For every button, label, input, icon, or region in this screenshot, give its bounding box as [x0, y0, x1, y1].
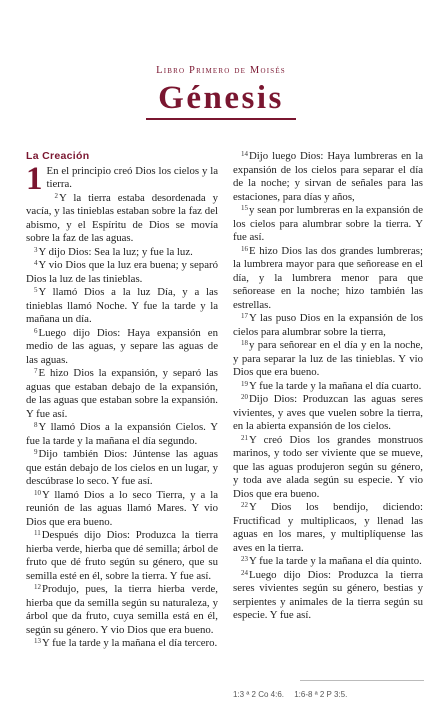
verse-text: Produjo, pues, la tierra hierba verde, hierba que da semilla según su naturaleza, y árbol que da fruto, cuya semilla está en él, según su género. Y vio Dios que era bueno. — [26, 583, 218, 636]
verse-6 — [26, 327, 218, 368]
verse-number: 8 — [34, 421, 38, 429]
verse-1 — [26, 160, 218, 197]
footnote: 1:3 ª 2 Co 4:6. — [233, 690, 284, 699]
verse-number: 18 — [241, 339, 248, 347]
verse-text: Y creó Dios los grandes monstruos marinos, y todo ser viviente que se mueve, que las aguas produjeron según su género, y toda ave alada según su especie. Y vio Dios que era bueno. — [233, 433, 423, 500]
right-verses — [233, 150, 423, 623]
verse-text: Y Dios los bendijo, diciendo: Fructificad y multiplicaos, y llenad las aguas en los mares, y multiplíquense las aves en la tierra. — [233, 501, 423, 554]
footnote: 1:6-8 ª 2 P 3:5. — [294, 690, 348, 699]
verse-text: Y la tierra estaba desordenada y vacía, y las tinieblas estaban sobre la faz del abismo, y el Espíritu de Dios se movía sobre la faz de las aguas. — [26, 191, 218, 244]
verse-13 — [26, 637, 218, 651]
verse-text: En el principio creó Dios los cielos y la tierra. — [46, 164, 218, 190]
verse-text: y para señorear en el día y en la noche, y para separar la luz de las tinieblas. Y vio Dios que era bueno. — [233, 339, 423, 378]
verse-text: Y fue la tarde y la mañana el día cuarto. — [249, 379, 422, 392]
verse-text: Y llamó Dios a lo seco Tierra, y a la reunión de las aguas llamó Mares. Y vio Dios que era bueno. — [26, 488, 218, 528]
book-label: Libro Primero de Moisés — [156, 65, 286, 76]
verse-10 — [26, 489, 218, 530]
verse-text: Y fue la tarde y la mañana el día quinto. — [249, 555, 422, 567]
verse-8 — [26, 421, 218, 448]
verse-text: Y las puso Dios en la expansión de los cielos para alumbrar sobre la tierra, — [233, 312, 423, 338]
verse-text: Y vio Dios que la luz era buena; y separó Dios la luz de las tinieblas. — [26, 259, 218, 285]
verse-number: 21 — [241, 433, 248, 442]
verse-5 — [26, 286, 218, 327]
verse-number: 17 — [241, 312, 248, 320]
verse-text: Y llamó Dios a la luz Día, y a las tinieblas llamó Noche. Y fue la tarde y la mañana un día. — [26, 286, 218, 325]
verse-number: 2 — [54, 191, 58, 200]
verse-text: Dijo luego Dios: Haya lumbreras en la expansión de los cielos para separar el día de la noche; y sirvan de señales para las estaciones, para días y años, — [233, 150, 423, 203]
verse-number: 10 — [34, 488, 41, 497]
verse-number: 23 — [241, 555, 248, 563]
verse-24 — [233, 569, 423, 623]
footnote-rule — [300, 680, 424, 681]
verse-number: 4 — [34, 259, 38, 267]
verse-17 — [233, 312, 423, 339]
verse-text: Dijo Dios: Produzcan las aguas seres vivientes, y aves que vuelen sobre la tierra, en la abierta expansión de los cielos. — [233, 393, 423, 432]
verse-number: 24 — [241, 568, 248, 577]
verse-23 — [233, 555, 423, 569]
verse-number: 12 — [34, 583, 41, 591]
verse-text: Y llamó Dios a la expansión Cielos. Y fue la tarde y la mañana el día segundo. — [26, 421, 218, 447]
verse-number: 13 — [34, 637, 41, 645]
verse-number: 3 — [34, 245, 38, 254]
verse-number: 6 — [34, 326, 38, 335]
verse-number: 11 — [34, 529, 41, 537]
verse-9 — [26, 448, 218, 489]
verse-22 — [233, 501, 423, 555]
verse-number: 19 — [241, 379, 248, 388]
verse-text: E hizo Dios las dos grandes lumbreras; la lumbrera mayor para que señorease en el día, y la lumbrera menor para que señorease en la noche; hizo también las estrellas. — [233, 244, 423, 311]
chapter-dropcap: 1 — [26, 160, 43, 197]
verse-number: 20 — [241, 393, 248, 401]
verse-number: 5 — [34, 286, 38, 294]
verse-20 — [233, 393, 423, 434]
title-rule — [146, 118, 296, 120]
verse-text: Luego dijo Dios: Produzca la tierra seres vivientes según su género, bestias y serpientes y animales de la tierra según su especie. Y fue así. — [233, 568, 423, 621]
verse-3 — [26, 246, 218, 260]
left-verses — [26, 160, 218, 651]
left-column — [26, 150, 218, 651]
verse-number: 9 — [34, 448, 38, 456]
verse-11 — [26, 529, 218, 583]
verse-text: Después dijo Dios: Produzca la tierra hierba verde, hierba que dé semilla; árbol de fruto que dé fruto según su género, que su semilla esté en él, sobre la tierra. Y fue así. — [26, 529, 218, 582]
verse-number: 14 — [241, 150, 248, 158]
verse-text: Luego dijo Dios: Haya expansión en medio de las aguas, y separe las aguas de las aguas. — [26, 326, 218, 366]
verse-21 — [233, 434, 423, 502]
verse-text: Y fue la tarde y la mañana el día tercero. — [42, 637, 218, 649]
verse-text: Y dijo Dios: Sea la luz; y fue la luz. — [38, 245, 193, 258]
verse-number: 7 — [34, 367, 38, 375]
verse-19 — [233, 380, 423, 394]
right-column — [233, 150, 423, 623]
verse-text: E hizo Dios la expansión, y separó las aguas que estaban debajo de la expansión, de las aguas que estaban sobre la expansión. Y fue así. — [26, 367, 218, 420]
verse-4 — [26, 259, 218, 286]
verse-text: y sean por lumbreras en la expansión de los cielos para alumbrar sobre la tierra. Y fue así. — [233, 204, 423, 243]
page-header — [0, 60, 442, 120]
verse-7 — [26, 367, 218, 421]
verse-18 — [233, 339, 423, 380]
verse-number: 16 — [241, 244, 248, 253]
book-title: Génesis — [158, 80, 284, 116]
verse-12 — [26, 583, 218, 637]
verse-number: 22 — [241, 501, 248, 509]
verse-text: Dijo también Dios: Júntense las aguas que están debajo de los cielos en un lugar, y descúbrase lo seco. Y fue así. — [26, 448, 218, 487]
verse-2 — [26, 192, 218, 246]
verse-16 — [233, 245, 423, 313]
verse-14 — [233, 150, 423, 204]
footnotes — [233, 690, 355, 699]
section-heading: La Creación — [26, 150, 90, 162]
verse-number: 15 — [241, 204, 248, 212]
verse-15 — [233, 204, 423, 245]
